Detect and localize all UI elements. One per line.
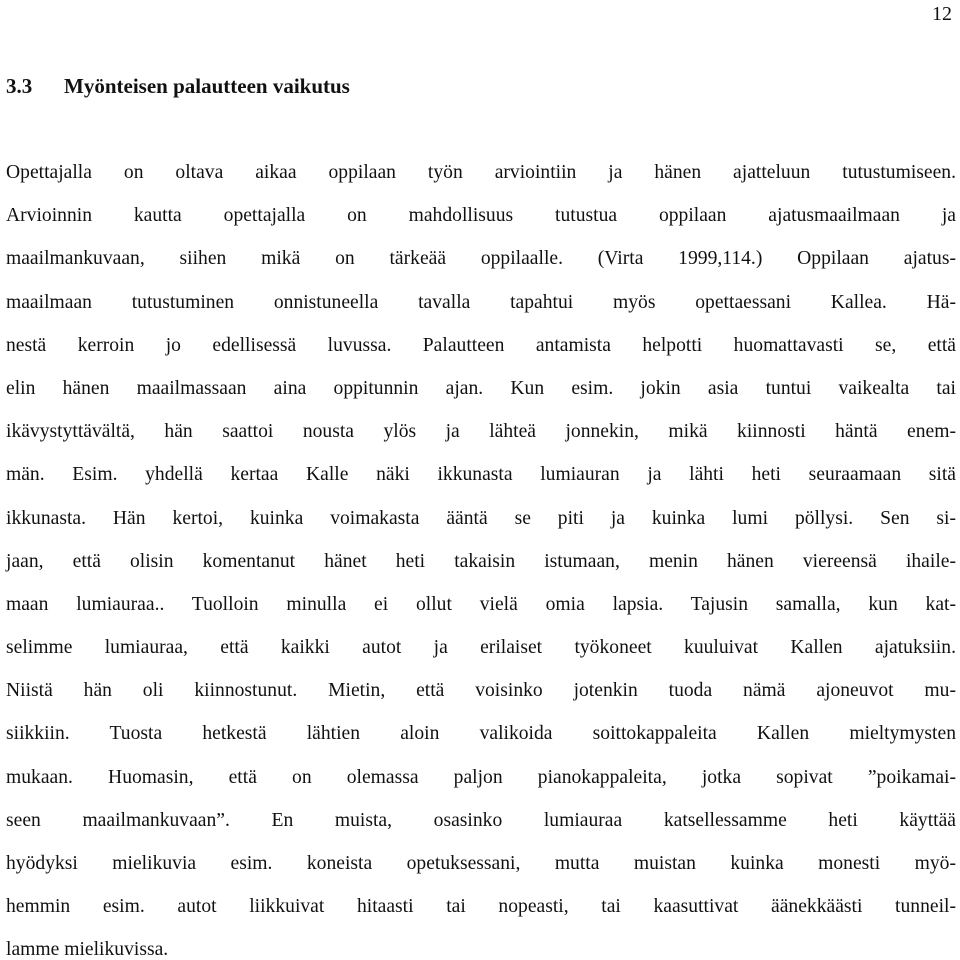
- paragraph-line: män. Esim. yhdellä kertaa Kalle näki ikkunasta lumiauran ja lähti heti seuraamaan sitä: [6, 464, 956, 486]
- paragraph-line: ikävystyttävältä, hän saattoi nousta ylös ja lähteä jonnekin, mikä kiinnosti häntä enem-: [6, 421, 956, 443]
- section-number: 3.3: [6, 74, 33, 98]
- paragraph-line: ikkunasta. Hän kertoi, kuinka voimakasta ääntä se piti ja kuinka lumi pöllysi. Sen si-: [6, 507, 956, 529]
- paragraph-line: mukaan. Huomasin, että on olemassa paljon pianokappaleita, jotka sopivat ”poikamai-: [6, 766, 956, 788]
- paragraph-line: jaan, että olisin komentanut hänet heti takaisin istumaan, menin hänen viereensä ihaile-: [6, 550, 956, 572]
- paragraph-line-last: lamme mielikuvissa.: [6, 939, 169, 960]
- paragraph-line: elin hänen maailmassaan aina oppitunnin ajan. Kun esim. jokin asia tuntui vaikealta tai: [6, 377, 956, 399]
- paragraph-line: hemmin esim. autot liikkuivat hitaasti tai nopeasti, tai kaasuttivat äänekkäästi tunneil-: [6, 896, 956, 918]
- paragraph-line: nestä kerroin jo edellisessä luvussa. Palautteen antamista helpotti huomattavasti se, että: [6, 334, 956, 356]
- paragraph-line: Niistä hän oli kiinnostunut. Mietin, että voisinko jotenkin tuoda nämä ajoneuvot mu-: [6, 680, 956, 702]
- paragraph-line: siikkiin. Tuosta hetkestä lähtien aloin valikoida soittokappaleita Kallen mieltymysten: [6, 723, 956, 745]
- section-heading: [6, 72, 350, 100]
- paragraph-line: seen maailmankuvaan”. En muista, osasinko lumiauraa katsellessamme heti käyttää: [6, 809, 956, 831]
- page-number: 12: [932, 3, 952, 25]
- section-title: Myönteisen palautteen vaikutus: [64, 74, 350, 98]
- paragraph-line: Arvioinnin kautta opettajalla on mahdollisuus tutustua oppilaan ajatusmaailmaan ja: [6, 205, 956, 227]
- paragraph-line: hyödyksi mielikuvia esim. koneista opetuksessani, mutta muistan kuinka monesti myö-: [6, 853, 956, 874]
- paragraph-line: maailmankuvaan, siihen mikä on tärkeää oppilaalle. (Virta 1999,114.) Oppilaan ajatus-: [6, 248, 956, 270]
- paragraph-line: maailmaan tutustuminen onnistuneella tavalla tapahtui myös opettaessani Kallea. Hä-: [6, 291, 956, 313]
- paragraph-line: selimme lumiauraa, että kaikki autot ja erilaiset työkoneet kuuluivat Kallen ajatuksiin.: [6, 637, 956, 659]
- paragraph-line: Opettajalla on oltava aikaa oppilaan työn arviointiin ja hänen ajatteluun tutustumiseen.: [6, 162, 956, 183]
- body-paragraph: [6, 151, 956, 960]
- paragraph-line: maan lumiauraa.. Tuolloin minulla ei ollut vielä omia lapsia. Tajusin samalla, kun kat-: [6, 593, 956, 615]
